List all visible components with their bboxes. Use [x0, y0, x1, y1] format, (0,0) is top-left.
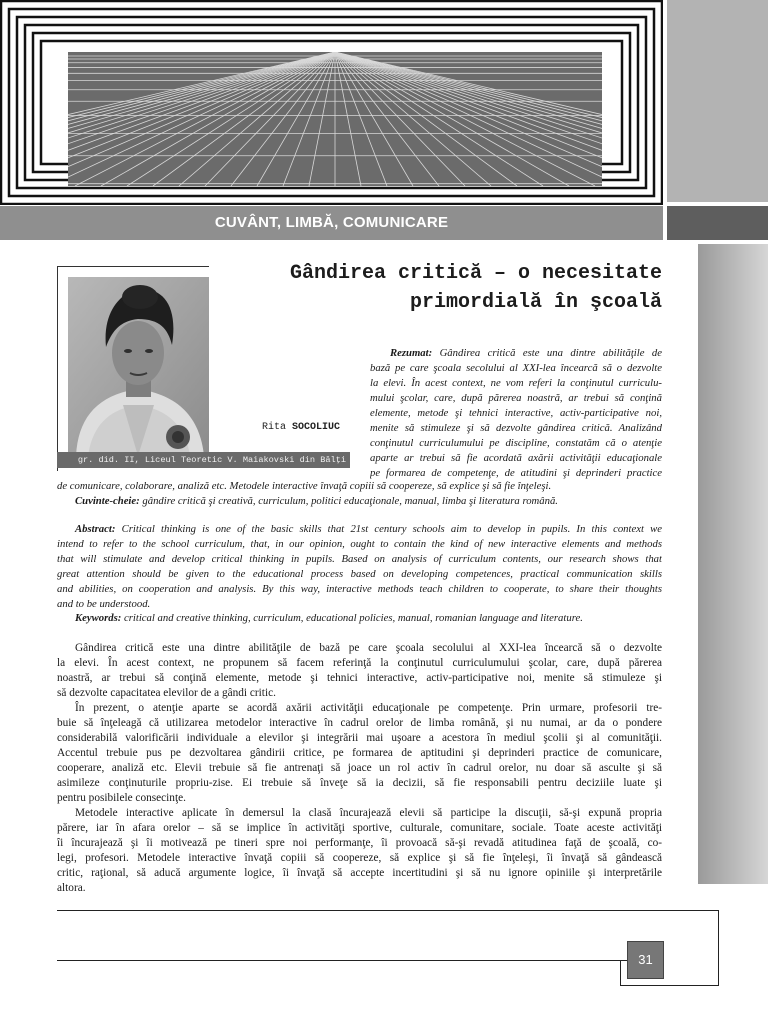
summary-line	[370, 346, 662, 361]
summary-line: pe formarea de competenţe, de atitudini şi deprinderi practice	[370, 467, 662, 479]
summary-line: conţinutul curriculumului pe discipline, constatăm că o atenţie	[370, 437, 662, 449]
body-line: altora.	[57, 882, 86, 894]
summary-line: aparte ar trebui să fie acordată axării activităţii educaţionale	[370, 452, 662, 464]
summary-line: elemente, metode şi tehnici interactive, activ-participative noi,	[370, 407, 662, 419]
footer-rule	[620, 985, 719, 986]
summary-tail: de comunicare, colaborare, analiză etc. Metodele interactive învaţă copiii să coopereze, să explice şi să fie înţeleşi.	[57, 480, 552, 492]
author-name	[262, 422, 340, 433]
body-line: Gândirea critică este una dintre abilităţile de bază pe care şcoala secolului al XXI-lea încearcă să o dezvolte	[75, 642, 662, 654]
sidebar-gradient	[698, 244, 768, 884]
author-affiliation: gr. did. II, Liceul Teoretic V. Maiakovski din Bălţi	[77, 455, 346, 465]
body-line: considerabilă valorificării individuale a elevilor şi integrării mai uşoare a acestora în mediul şcolii şi al comunităţii.	[57, 732, 662, 744]
keywords-ro	[57, 494, 662, 509]
body-line: legi, profesori. Metodele interactive învaţă copiii să coopereze, să explice şi să fie înţeleşi, îi învaţă să gândească	[57, 852, 662, 864]
summary-ro	[370, 346, 662, 481]
body-line: la elevi. În acest context, ne propunem să facem referinţă la conţinutul curriculumului şcolar, care, după părerea	[57, 657, 662, 669]
sidebar-dark-block	[667, 206, 768, 240]
abstract-line: intend to refer to the school curriculum, that, in our opinion, ought to contain the kind of new interactive elements and methods	[57, 538, 662, 550]
footer-rule	[57, 960, 627, 961]
sidebar-top-block	[667, 0, 768, 202]
summary-line: mului şcolar, care, după părerea noastră, ar trebui să conţină	[370, 392, 662, 404]
footer-rule	[620, 960, 621, 985]
abstract-line-text: Critical thinking is one of the basic skills that 21st century schools aim to develop in pupils. In this context we	[121, 523, 662, 535]
summary-line-text: Gândirea critică este una dintre abilităţile de	[439, 347, 662, 359]
article-title-line-1: Gândirea critică – o necesitate	[289, 262, 662, 285]
body-line: critic, raţional, să aducă argumente logice, îi învaţă să accepte incertitudini şi să nu ignore opiniile şi interpretările	[57, 867, 662, 879]
body-line: În prezent, o atenţie aparte se acordă axării activităţii educaţionale pe competenţe. Prin urmare, profesorii tre-	[75, 702, 662, 714]
photo-frame-left	[57, 266, 58, 471]
article-body	[57, 641, 662, 896]
keywords-en	[57, 611, 662, 626]
body-line: Metodele interactive aplicate în demersul la clasă încurajează elevii să participe la discuţii, să-şi expună propria	[75, 807, 662, 819]
body-line: pentru posibilele consecinţe.	[57, 792, 186, 804]
body-line: Accentul trebuie pus pe dezvoltarea gândirii critice, pe formarea de aptitudini şi deprinderi practice de comunicare,	[57, 747, 662, 759]
keywords-en-label: Keywords:	[75, 612, 122, 624]
body-line: buie să înţeleagă că utilizarea metodelor interactive în cadrul orelor de limba română, şi nu numai, ar da o pondere	[57, 717, 662, 729]
author-first-name: Rita	[262, 422, 287, 433]
body-line: asimileze conţinuturile propriu-zise. Ei trebuie să înveţe să ia decizii, să fie responsabili pentru deciziile luate şi	[57, 777, 662, 789]
keywords-ro-label: Cuvinte-cheie:	[75, 495, 140, 507]
keywords-ro-text: gândire critică şi creativă, curriculum, politici educaţionale, manual, limba şi literatura română.	[142, 495, 558, 507]
page-number: 31	[638, 952, 653, 967]
perspective-grid-graphic	[68, 52, 602, 186]
body-line: îi încurajează şi îi motivează pe tineri spre noi performanţe, îi provoacă să-şi revadă atitudinea faţă de şcoală, co-	[57, 837, 662, 849]
summary-line: bază pe care şcoala secolului al XXI-lea încearcă să o dezvolte	[370, 362, 662, 374]
abstract-line: that will stimulate and develop critical thinking in pupils. Based on analysis of curriculum contents, our research shows that	[57, 553, 662, 565]
abstract-line: and to be understood.	[57, 598, 151, 610]
summary-line: la elevi. În acest context, ne vom referi la conţinutul curriculu-	[370, 377, 662, 389]
abstract-line: great attention should be given to the educational process based on developing competences, practical communication skills	[57, 568, 662, 580]
footer-rule	[718, 910, 719, 985]
summary-label: Rezumat:	[390, 347, 433, 359]
article-title-line-2: primordială în şcoală	[409, 291, 662, 314]
abstract-en	[57, 522, 662, 612]
abstract-line: and abilities, on cooperation and analysis. By this way, interactive methods teach children to cooperate, to share their thoughts	[57, 583, 662, 595]
abstract-line	[57, 522, 662, 537]
body-line: părere, iar în afara orelor – să se implice în activităţi sportive, culturale, comunitare, sociale. Toate aceste activităţi	[57, 822, 662, 834]
body-line: cooperare, analiză etc. Elevii trebuie să fie antrenaţi să joace un rol activ în cadrul orelor, nu doar să asculte şi să	[57, 762, 662, 774]
photo-frame-top	[57, 266, 209, 267]
section-title: CUVÂNT, LIMBĂ, COMUNICARE	[214, 214, 449, 231]
abstract-label: Abstract:	[75, 523, 116, 535]
body-line: să dezvolte capacitatea elevilor de a gândi critic.	[57, 687, 276, 699]
summary-line: menite să stimuleze şi să dezvolte gândirea critică. Analizând	[370, 422, 662, 434]
author-photo	[68, 277, 209, 456]
author-last-name: SOCOLIUC	[292, 422, 341, 433]
header-banner	[0, 0, 663, 205]
footer-rule	[57, 910, 719, 911]
keywords-en-text: critical and creative thinking, curriculum, educational policies, manual, romanian language and literature.	[123, 612, 583, 624]
body-line: noastră, ar trebui să conţină elemente, metode şi tehnici interactive, activ-participative noi, menite să stimuleze şi	[57, 672, 662, 684]
